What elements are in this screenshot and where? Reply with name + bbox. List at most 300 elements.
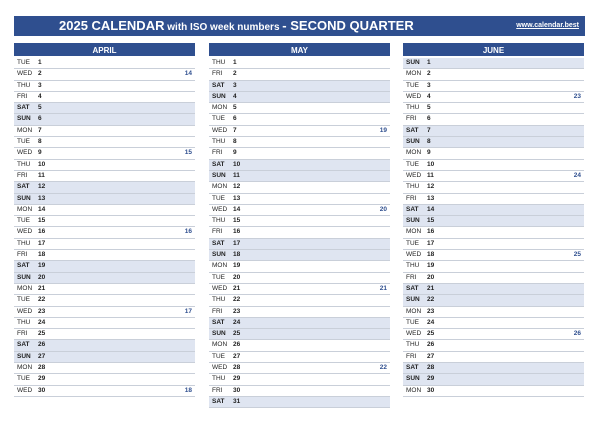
day-number: 1 [233, 59, 237, 66]
day-row [403, 148, 584, 159]
weekday-label: FRI [212, 149, 223, 157]
day-number: 17 [233, 239, 241, 247]
iso-week-number: 24 [573, 171, 581, 179]
day-number: 2 [233, 70, 237, 78]
day-row [209, 126, 390, 137]
day-row [14, 160, 195, 171]
month-header: MAY [209, 43, 390, 56]
weekday-label: THU [17, 160, 31, 168]
weekday-label: MON [406, 228, 422, 236]
day-number: 2 [38, 70, 42, 78]
day-number: 17 [427, 239, 435, 247]
day-row [209, 307, 390, 318]
weekday-label: SUN [406, 138, 420, 146]
weekday-label: WED [406, 92, 422, 100]
day-number: 16 [427, 228, 435, 236]
weekday-label: TUE [17, 217, 30, 225]
day-row [209, 216, 390, 227]
weekday-label: THU [17, 81, 31, 89]
weekday-label: FRI [17, 171, 28, 179]
day-number: 6 [427, 115, 431, 123]
day-row [403, 137, 584, 148]
day-number: 26 [427, 341, 435, 349]
weekday-label: WED [17, 149, 33, 157]
weekday-label: TUE [406, 160, 419, 168]
weekday-label: FRI [212, 70, 223, 78]
day-number: 14 [233, 205, 241, 213]
weekday-label: SAT [212, 239, 225, 247]
day-row [403, 194, 584, 205]
day-row [403, 261, 584, 272]
day-number: 21 [233, 284, 241, 292]
weekday-label: THU [17, 318, 31, 326]
day-number: 17 [38, 239, 46, 247]
weekday-label: SAT [406, 364, 419, 372]
day-number: 16 [38, 228, 46, 236]
day-number: 10 [427, 160, 435, 168]
day-number: 31 [233, 397, 241, 405]
day-row [209, 273, 390, 284]
weekday-label: THU [212, 138, 226, 146]
weekday-label: TUE [406, 318, 419, 326]
day-row [403, 92, 584, 103]
day-number: 25 [233, 330, 241, 338]
weekday-label: THU [17, 239, 31, 247]
day-number: 29 [233, 375, 241, 383]
weekday-label: THU [212, 217, 226, 225]
weekday-label: TUE [17, 296, 30, 304]
weekday-label: THU [406, 341, 420, 349]
weekday-label: THU [406, 104, 420, 112]
iso-week-number: 18 [184, 386, 192, 394]
weekday-label: FRI [212, 386, 223, 394]
day-row [14, 114, 195, 125]
iso-week-number: 23 [573, 92, 581, 100]
day-number: 21 [427, 284, 435, 292]
weekday-label: WED [17, 70, 33, 78]
day-row [209, 239, 390, 250]
day-row [14, 216, 195, 227]
day-row [209, 295, 390, 306]
weekday-label: SAT [212, 318, 225, 326]
day-number: 5 [38, 104, 42, 112]
day-number: 4 [38, 92, 42, 100]
day-row [403, 273, 584, 284]
weekday-label: SUN [212, 251, 226, 259]
title-banner [14, 16, 585, 36]
day-number: 23 [427, 307, 435, 315]
weekday-label: TUE [17, 59, 30, 66]
month-header: APRIL [14, 43, 195, 56]
day-row [403, 329, 584, 340]
day-number: 8 [427, 138, 431, 146]
day-number: 19 [427, 262, 435, 270]
day-row [209, 114, 390, 125]
day-number: 7 [233, 126, 237, 134]
day-number: 4 [427, 92, 431, 100]
day-row [14, 261, 195, 272]
site-link[interactable]: www.calendar.best [516, 22, 579, 29]
weekday-label: SUN [17, 352, 31, 360]
weekday-label: FRI [212, 307, 223, 315]
day-number: 12 [427, 183, 435, 191]
day-row [403, 171, 584, 182]
day-number: 12 [38, 183, 46, 191]
day-row [209, 171, 390, 182]
weekday-label: MON [17, 126, 33, 134]
weekday-label: FRI [212, 228, 223, 236]
day-number: 19 [38, 262, 46, 270]
weekday-label: THU [406, 262, 420, 270]
day-number: 30 [233, 386, 241, 394]
weekday-label: TUE [17, 375, 30, 383]
title-subtitle: with ISO week numbers [164, 22, 283, 33]
iso-week-number: 26 [573, 330, 581, 338]
day-number: 18 [427, 251, 435, 259]
day-number: 10 [233, 160, 241, 168]
day-number: 13 [427, 194, 435, 202]
day-number: 25 [427, 330, 435, 338]
day-number: 15 [427, 217, 435, 225]
day-row [14, 307, 195, 318]
weekday-label: SUN [406, 217, 420, 225]
weekday-label: WED [17, 307, 33, 315]
page-title [59, 17, 414, 35]
day-number: 10 [38, 160, 46, 168]
day-row [14, 295, 195, 306]
day-number: 7 [427, 126, 431, 134]
day-row [403, 318, 584, 329]
day-row [14, 386, 195, 397]
day-number: 18 [233, 251, 241, 259]
weekday-label: SUN [406, 375, 420, 383]
weekday-label: SUN [406, 296, 420, 304]
day-row [209, 329, 390, 340]
day-row [403, 182, 584, 193]
day-row [14, 58, 195, 69]
day-number: 24 [233, 318, 241, 326]
day-row [14, 171, 195, 182]
day-row [209, 81, 390, 92]
iso-week-number: 22 [379, 364, 387, 372]
day-number: 5 [427, 104, 431, 112]
weekday-label: SUN [17, 115, 31, 123]
day-number: 23 [38, 307, 46, 315]
day-row [209, 386, 390, 397]
day-row [209, 103, 390, 114]
day-number: 3 [427, 81, 431, 89]
day-number: 24 [427, 318, 435, 326]
weekday-label: MON [212, 341, 228, 349]
title-year: 2025 CALENDAR [59, 18, 165, 33]
day-number: 18 [38, 251, 46, 259]
day-row [403, 386, 584, 397]
day-row [209, 352, 390, 363]
iso-week-number: 16 [184, 228, 192, 236]
day-row [209, 194, 390, 205]
weekday-label: WED [17, 386, 33, 394]
day-number: 9 [233, 149, 237, 157]
weekday-label: FRI [17, 330, 28, 338]
weekday-label: SAT [212, 160, 225, 168]
weekday-label: TUE [212, 352, 225, 360]
day-number: 21 [38, 284, 46, 292]
day-row [209, 160, 390, 171]
day-number: 27 [233, 352, 241, 360]
day-number: 22 [38, 296, 46, 304]
day-row [403, 126, 584, 137]
weekday-label: SUN [212, 171, 226, 179]
day-number: 24 [38, 318, 46, 326]
day-row [403, 307, 584, 318]
day-number: 11 [427, 171, 434, 179]
day-row [209, 261, 390, 272]
day-number: 11 [38, 171, 45, 179]
day-number: 15 [233, 217, 241, 225]
day-row [209, 137, 390, 148]
weekday-label: SAT [17, 183, 30, 191]
month-june [403, 43, 584, 397]
day-number: 28 [38, 364, 46, 372]
weekday-label: WED [212, 205, 228, 213]
day-row [209, 250, 390, 261]
day-row [14, 273, 195, 284]
day-number: 1 [38, 59, 42, 66]
weekday-label: FRI [406, 273, 417, 281]
weekday-label: SUN [212, 330, 226, 338]
weekday-label: SUN [17, 194, 31, 202]
day-number: 27 [427, 352, 435, 360]
day-row [14, 363, 195, 374]
day-row [209, 227, 390, 238]
month-header: JUNE [403, 43, 584, 56]
day-row [14, 92, 195, 103]
day-row [14, 148, 195, 159]
day-row [209, 205, 390, 216]
day-row [403, 160, 584, 171]
weekday-label: WED [212, 364, 228, 372]
day-number: 29 [38, 375, 46, 383]
day-number: 15 [38, 217, 46, 225]
day-row [14, 227, 195, 238]
day-number: 7 [38, 126, 42, 134]
weekday-label: FRI [406, 194, 417, 202]
iso-week-number: 21 [379, 284, 387, 292]
day-row [14, 69, 195, 80]
day-row [14, 182, 195, 193]
day-number: 13 [233, 194, 241, 202]
weekday-label: SUN [406, 59, 420, 66]
iso-week-number: 20 [379, 205, 387, 213]
day-number: 28 [233, 364, 241, 372]
weekday-label: TUE [17, 138, 30, 146]
day-row [403, 58, 584, 69]
day-number: 25 [38, 330, 46, 338]
weekday-label: SAT [17, 262, 30, 270]
weekday-label: TUE [406, 81, 419, 89]
day-number: 8 [233, 138, 237, 146]
weekday-label: SAT [212, 81, 225, 89]
day-number: 13 [38, 194, 46, 202]
weekday-label: SUN [212, 92, 226, 100]
day-row [14, 103, 195, 114]
weekday-label: MON [406, 386, 422, 394]
weekday-label: THU [406, 183, 420, 191]
day-number: 3 [233, 81, 237, 89]
day-row [14, 284, 195, 295]
weekday-label: TUE [212, 115, 225, 123]
day-row [14, 137, 195, 148]
day-row [403, 227, 584, 238]
day-number: 28 [427, 364, 435, 372]
iso-week-number: 17 [184, 307, 192, 315]
weekday-label: WED [212, 284, 228, 292]
weekday-label: MON [406, 307, 422, 315]
weekday-label: FRI [406, 352, 417, 360]
weekday-label: THU [212, 296, 226, 304]
day-row [14, 126, 195, 137]
day-row [14, 205, 195, 216]
day-number: 8 [38, 138, 42, 146]
day-number: 14 [427, 205, 435, 213]
day-number: 30 [38, 386, 46, 394]
day-row [403, 216, 584, 227]
day-list [403, 58, 584, 397]
day-number: 27 [38, 352, 46, 360]
month-may [209, 43, 390, 408]
day-number: 29 [427, 375, 435, 383]
day-row [403, 103, 584, 114]
day-row [209, 284, 390, 295]
day-number: 30 [427, 386, 435, 394]
weekday-label: WED [406, 251, 422, 259]
day-row [209, 363, 390, 374]
weekday-label: TUE [212, 194, 225, 202]
day-row [209, 182, 390, 193]
day-row [14, 239, 195, 250]
day-number: 3 [38, 81, 42, 89]
day-number: 26 [233, 341, 241, 349]
weekday-label: MON [406, 70, 422, 78]
day-number: 20 [233, 273, 241, 281]
weekday-label: SAT [406, 284, 419, 292]
weekday-label: SAT [406, 126, 419, 134]
day-number: 26 [38, 341, 46, 349]
month-april [14, 43, 195, 397]
day-row [403, 114, 584, 125]
day-row [209, 69, 390, 80]
day-number: 20 [427, 273, 435, 281]
day-row [403, 81, 584, 92]
weekday-label: MON [406, 149, 422, 157]
day-row [14, 352, 195, 363]
day-row [14, 340, 195, 351]
day-list [209, 58, 390, 408]
day-row [403, 250, 584, 261]
weekday-label: WED [212, 126, 228, 134]
day-row [403, 295, 584, 306]
day-list [14, 58, 195, 397]
day-row [403, 374, 584, 385]
iso-week-number: 14 [184, 70, 192, 78]
weekday-label: FRI [17, 251, 28, 259]
weekday-label: THU [212, 375, 226, 383]
day-number: 6 [38, 115, 42, 123]
day-number: 9 [38, 149, 42, 157]
day-number: 9 [427, 149, 431, 157]
day-number: 16 [233, 228, 241, 236]
weekday-label: SAT [17, 104, 30, 112]
day-number: 19 [233, 262, 241, 270]
day-number: 1 [427, 59, 431, 66]
day-row [209, 340, 390, 351]
weekday-label: THU [212, 59, 226, 66]
weekday-label: MON [212, 104, 228, 112]
weekday-label: SUN [17, 273, 31, 281]
day-number: 23 [233, 307, 241, 315]
day-row [403, 239, 584, 250]
day-number: 2 [427, 70, 431, 78]
day-number: 6 [233, 115, 237, 123]
day-row [403, 352, 584, 363]
iso-week-number: 19 [379, 126, 387, 134]
day-number: 14 [38, 205, 46, 213]
day-row [14, 329, 195, 340]
day-number: 20 [38, 273, 46, 281]
day-row [14, 318, 195, 329]
weekday-label: WED [17, 228, 33, 236]
day-number: 11 [233, 171, 240, 179]
weekday-label: WED [406, 171, 422, 179]
weekday-label: WED [406, 330, 422, 338]
iso-week-number: 15 [184, 149, 192, 157]
day-row [209, 397, 390, 408]
day-row [14, 194, 195, 205]
weekday-label: SAT [212, 397, 225, 405]
weekday-label: MON [212, 183, 228, 191]
weekday-label: TUE [212, 273, 225, 281]
day-number: 22 [427, 296, 435, 304]
day-row [14, 374, 195, 385]
day-row [403, 69, 584, 80]
day-row [209, 374, 390, 385]
day-row [14, 250, 195, 261]
day-number: 5 [233, 104, 237, 112]
day-row [209, 318, 390, 329]
day-row [403, 284, 584, 295]
day-row [403, 205, 584, 216]
day-row [209, 92, 390, 103]
weekday-label: MON [17, 364, 33, 372]
day-number: 12 [233, 183, 241, 191]
day-number: 4 [233, 92, 237, 100]
iso-week-number: 25 [573, 251, 581, 259]
weekday-label: MON [212, 262, 228, 270]
weekday-label: MON [17, 284, 33, 292]
weekday-label: FRI [406, 115, 417, 123]
day-row [209, 148, 390, 159]
weekday-label: FRI [17, 92, 28, 100]
title-quarter: - SECOND QUARTER [282, 18, 414, 33]
day-row [14, 81, 195, 92]
day-number: 22 [233, 296, 241, 304]
weekday-label: TUE [406, 239, 419, 247]
weekday-label: MON [17, 205, 33, 213]
weekday-label: SAT [406, 205, 419, 213]
day-row [403, 340, 584, 351]
day-row [209, 58, 390, 69]
day-row [403, 363, 584, 374]
